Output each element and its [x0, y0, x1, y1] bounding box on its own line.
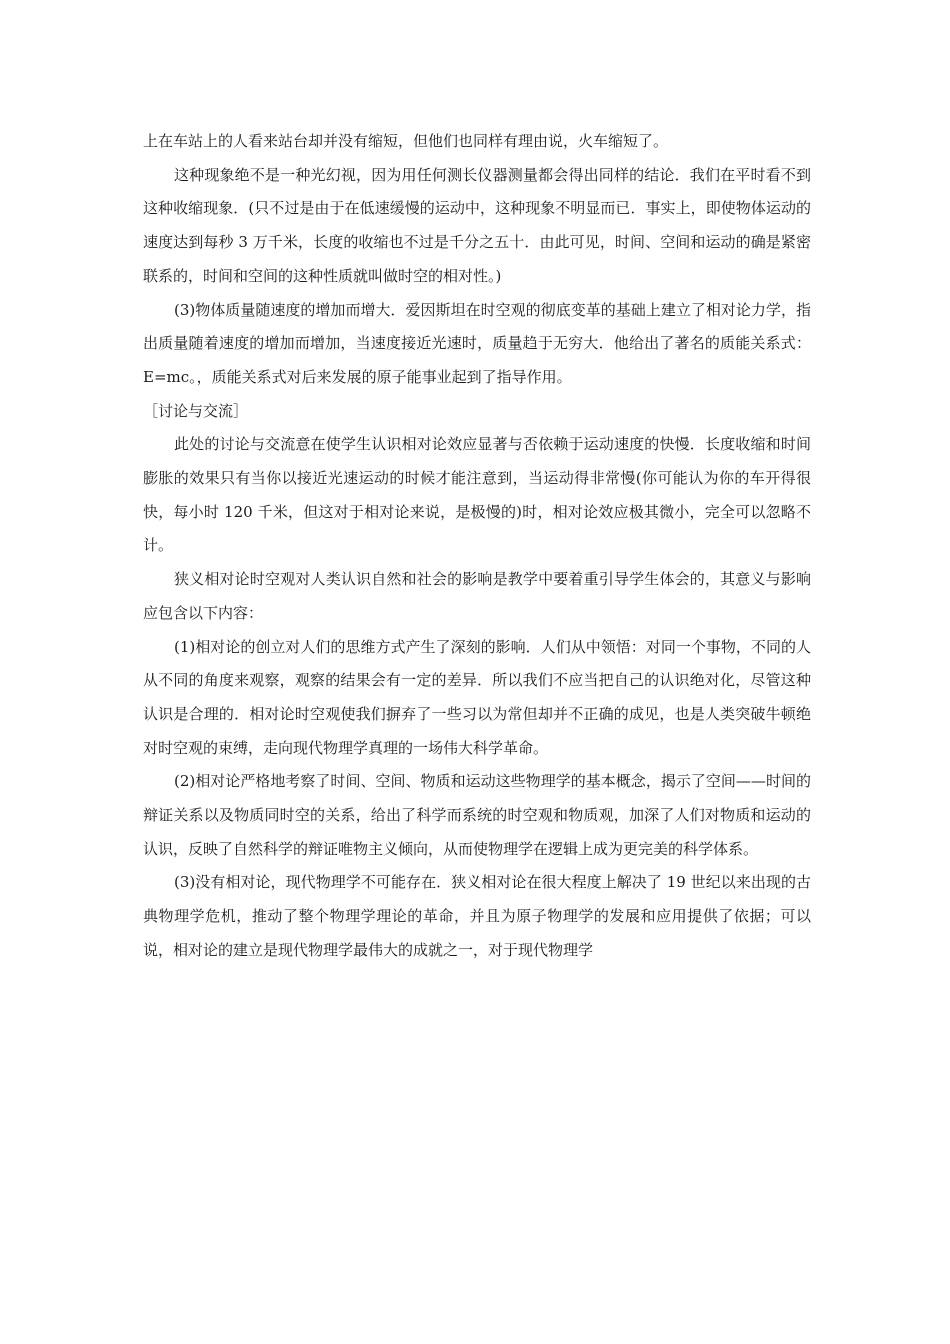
paragraph-length-contraction: 这种现象绝不是一种光幻视，因为用任何测长仪器测量都会得出同样的结论．我们在平时看不到这种收缩现象．(只不过是由于在低速缓慢的运动中，这种现象不明显而已．事实上，即使物体运动的速度达到每秒 3 万千米，长度的收缩也不过是千分之五十．由此可见，时间、空间和运动的确是紧密联系的，时间和空间的这种性质就叫做时空的相对性。) — [143, 165, 811, 285]
paragraph-influence-2: (2)相对论严格地考察了时间、空间、物质和运动这些物理学的基本概念，揭示了空间——时间的辩证关系以及物质同时空的关系，给出了科学而系统的时空观和物质观，加深了人们对物质和运动的认识，反映了自然科学的辩证唯物主义倾向，从而使物理学在逻辑上成为更完美的科学体系。 — [143, 772, 811, 858]
document-body — [143, 125, 811, 968]
paragraph-mass-increase: (3)物体质量随速度的增加而增大．爱因斯坦在时空观的彻底变革的基础上建立了相对论力学，指出质量随着速度的增加而增加，当速度接近光速时，质量趋于无穷大．他给出了著名的质能关系式：E=mc。，质能关系式对后来发展的原子能事业起到了指导作用。 — [143, 300, 811, 386]
paragraph-discussion: 此处的讨论与交流意在使学生认识相对论效应显著与否依赖于运动速度的快慢．长度收缩和时间膨胀的效果只有当你以接近光速运动的时候才能注意到，当运动得非常慢(你可能认为你的车开得很快，每小时 120 千米，但这对于相对论来说，是极慢的)时，相对论效应极其微小，完全可以忽略不计。 — [143, 435, 811, 555]
paragraph-influence-1: (1)相对论的创立对人们的思维方式产生了深刻的影响．人们从中领悟：对同一个事物，不同的人从不同的角度来观察，观察的结果会有一定的差异．所以我们不应当把自己的认识绝对化，尽管这种认识是合理的．相对论时空观使我们摒弃了一些习以为常但却并不正确的成见，也是人类突破牛顿绝对时空观的束缚，走向现代物理学真理的一场伟大科学革命。 — [143, 637, 811, 757]
paragraph-influence-intro: 狭义相对论时空观对人类认识自然和社会的影响是教学中要着重引导学生体会的，其意义与影响应包含以下内容： — [143, 570, 811, 622]
paragraph-continuation: 上在车站上的人看来站台却并没有缩短，但他们也同样有理由说，火车缩短了。 — [143, 132, 669, 150]
paragraph-influence-3: (3)没有相对论，现代物理学不可能存在．狭义相对论在很大程度上解决了 19 世纪以来出现的古典物理学危机，推动了整个物理学理论的革命，并且为原子物理学的发展和应用提供了依据；可以说，相对论的建立是现代物理学最伟大的成就之一，对于现代物理学 — [143, 873, 811, 959]
section-heading-discussion: ［讨论与交流］ — [143, 401, 249, 420]
